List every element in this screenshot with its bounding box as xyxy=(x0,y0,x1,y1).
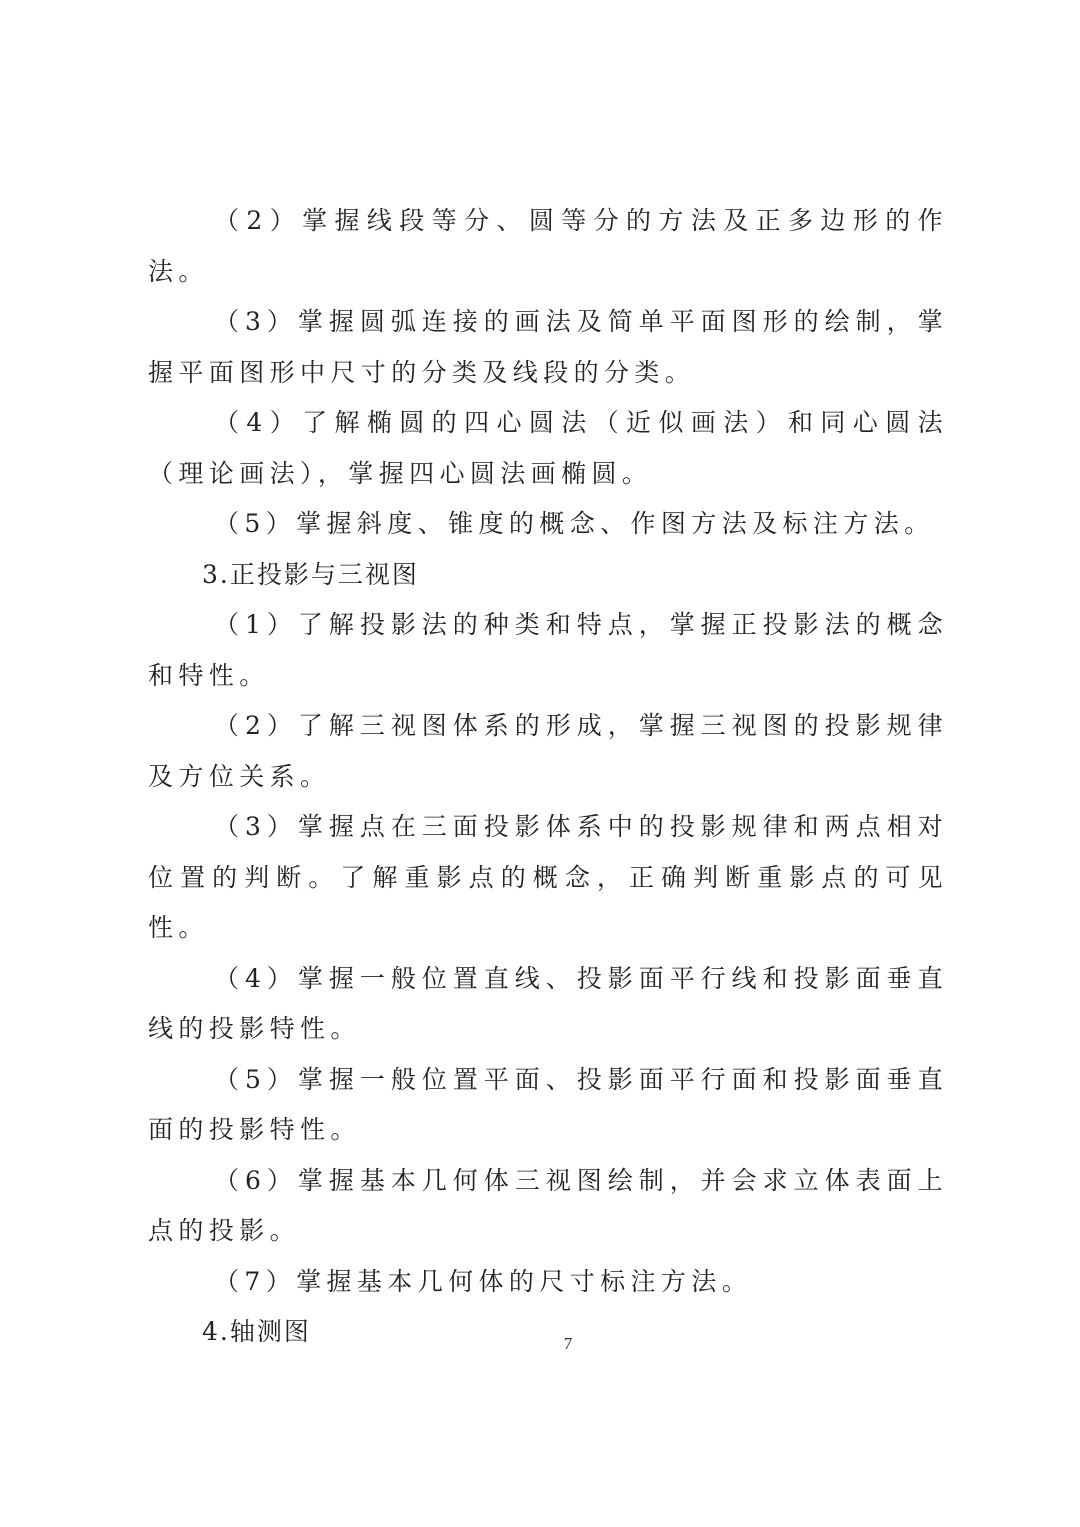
list-item-3-1: （1）了解投影法的种类和特点，掌握正投影法的概念和特性。 xyxy=(148,610,948,690)
list-item-2-5: （5）掌握斜度、锥度的概念、作图方法及标注方法。 xyxy=(214,509,935,538)
page-number: 7 xyxy=(563,1334,573,1353)
list-item-3-5: （5）掌握一般位置平面、投影面平行面和投影面垂直面的投影特性。 xyxy=(148,1064,948,1144)
list-item-3-4: （4）掌握一般位置直线、投影面平行线和投影面垂直线的投影特性。 xyxy=(148,963,948,1043)
section-heading-4: 4.轴测图 xyxy=(202,1317,311,1346)
list-item-3-3: （3）掌握点在三面投影体系中的投影规律和两点相对位置的判断。了解重影点的概念，正确判断重影点的可见性。 xyxy=(148,812,948,942)
list-item-3-2: （2）了解三视图体系的形成，掌握三视图的投影规律及方位关系。 xyxy=(148,711,948,791)
list-item-2-4: （4）了解椭圆的四心圆法（近似画法）和同心圆法（理论画法），掌握四心圆法画椭圆。 xyxy=(148,408,948,488)
section-heading-3: 3.正投影与三视图 xyxy=(202,559,419,589)
list-item-2-2: （2）掌握线段等分、圆等分的方法及正多边形的作法。 xyxy=(148,206,948,286)
list-item-3-7: （7）掌握基本几何体的尺寸标注方法。 xyxy=(214,1266,753,1296)
body-text xyxy=(148,196,948,1358)
list-item-3-6: （6）掌握基本几何体三视图绘制，并会求立体表面上点的投影。 xyxy=(148,1165,948,1245)
list-item-2-3: （3）掌握圆弧连接的画法及简单平面图形的绘制，掌握平面图形中尺寸的分类及线段的分类。 xyxy=(148,307,948,387)
